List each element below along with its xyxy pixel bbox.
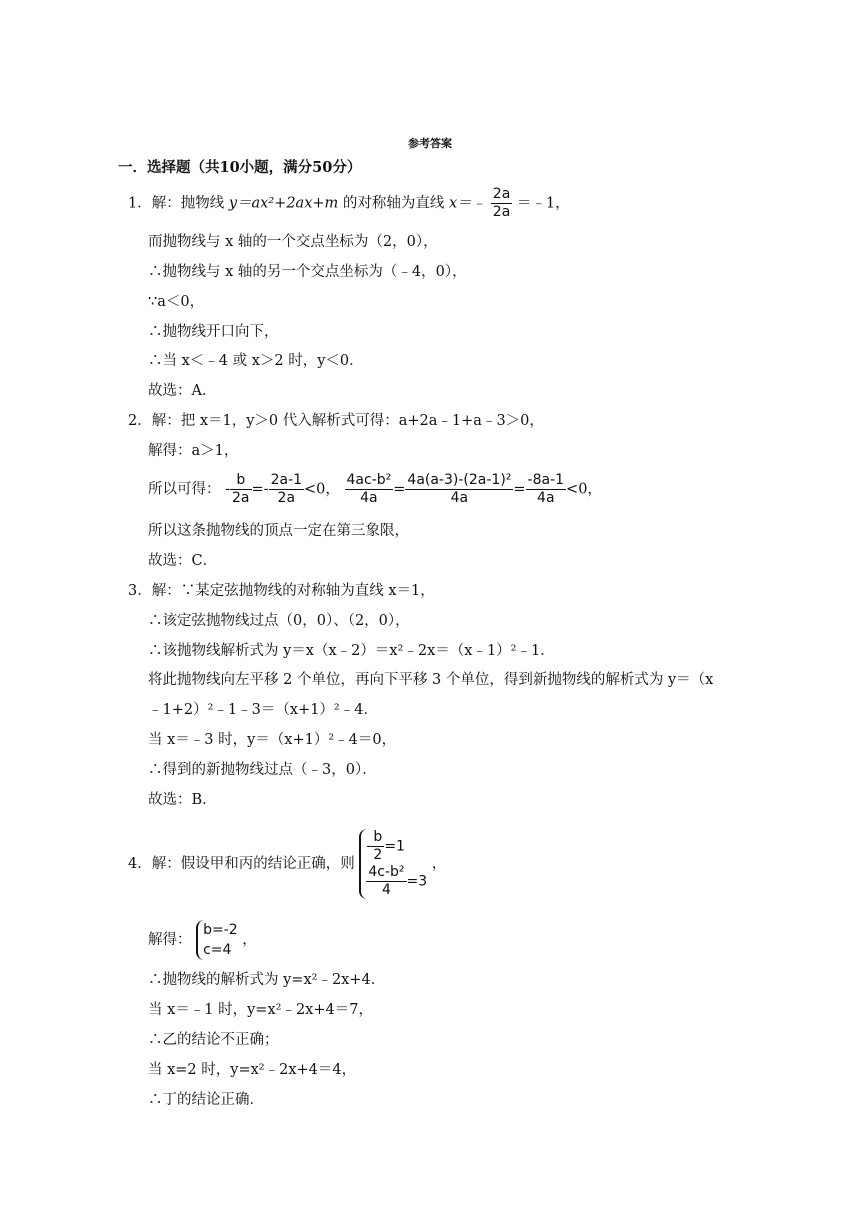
q1-line-6: ∴当 x＜﹣4 或 x＞2 时，y＜0． [148, 353, 364, 369]
q1-line-3: ∴抛物线与 x 轴的另一个交点坐标为（﹣4，0）， [148, 264, 467, 280]
q3-line-5: ﹣1+2）²﹣1﹣3＝（x+1）²﹣4． [148, 702, 378, 718]
q2-line-4: 所以这条抛物线的顶点一定在第三象限， [148, 523, 409, 539]
q4-line-5: ∴乙的结论不正确； [148, 1032, 279, 1048]
section-heading: 一．选择题（共10小题，满分50分） [118, 159, 362, 176]
q2-line-1: 2．解：把 x＝1，y＞0 代入解析式可得：a+2a﹣1+a﹣3＞0， [128, 413, 544, 429]
q3-line-7: ∴得到的新抛物线过点（﹣3，0）． [148, 762, 377, 778]
q4-line-1: 4．解：假设甲和丙的结论正确，则 - $\frac{b}{2}$ =1 $\frac{\text{4c-b²}}{4}$ =3 ， [128, 829, 447, 898]
q4-line-3: ∴抛物线的解析式为 y=x²﹣2x+4． [148, 972, 386, 988]
q4-line-6: 当 x=2 时，y=x²﹣2x+4＝4， [148, 1062, 357, 1078]
q3-line-8: 故选：B． [148, 792, 217, 808]
q3-line-4: 将此抛物线向左平移 2 个单位，再向下平移 3 个单位，得到新抛物线的解析式为 y＝（x [148, 672, 714, 688]
q4-line-4: 当 x＝﹣1 时，y=x²﹣2x+4＝7， [148, 1002, 373, 1018]
q1-line-5: ∴抛物线开口向下， [148, 324, 279, 340]
q3-line-1: 3．解：∵某定弦抛物线的对称轴为直线 x＝1， [128, 583, 435, 599]
page-title: 参考答案 [408, 137, 452, 150]
q3-line-3: ∴该抛物线解析式为 y＝x（x﹣2）＝x²﹣2x＝（x﹣1）²﹣1． [148, 643, 555, 659]
q4-line-7: ∴丁的结论正确． [148, 1092, 264, 1108]
q4-solution-system: b=-2 c=4 [196, 920, 238, 960]
q1-line-1: 1．解：抛物线 y＝ax²+2ax+m 的对称轴为直线 x＝﹣ $\frac{2a}{2a}$ ＝﹣1， [128, 186, 570, 220]
q2-line-3: 所以可得： - $\frac{b}{2a}$ =- $\frac{2a-1}{2a}$ <0， $\frac{\text{4ac-b²}}{4a}$ = $\frac{\text{4a(a-3)-(2a-1)²}}{4a}$ = $\frac{-8a-1}{4a}$ <0， [148, 472, 602, 506]
q1-line-4: ∵a＜0， [148, 294, 205, 310]
q1-line-7: 故选：A． [148, 383, 217, 399]
q3-line-2: ∴该定弦抛物线过点（0，0）、（2，0）， [148, 613, 410, 629]
q2-line-2: 解得：a＞1， [148, 443, 239, 459]
q4-system-of-equations: - $\frac{b}{2}$ =1 $\frac{\text{4c-b²}}{4}$ =3 [359, 829, 427, 899]
q1-fraction: $\frac{2a}{2a}$ [492, 186, 511, 220]
q4-line-2: 解得： b=-2 c=4 ， [148, 922, 257, 958]
q1-line-2: 而抛物线与 x 轴的一个交点坐标为（2，0）， [148, 234, 438, 250]
q2-line-5: 故选：C． [148, 553, 218, 569]
q3-line-6: 当 x＝﹣3 时，y＝（x+1）²﹣4＝0， [148, 732, 397, 748]
